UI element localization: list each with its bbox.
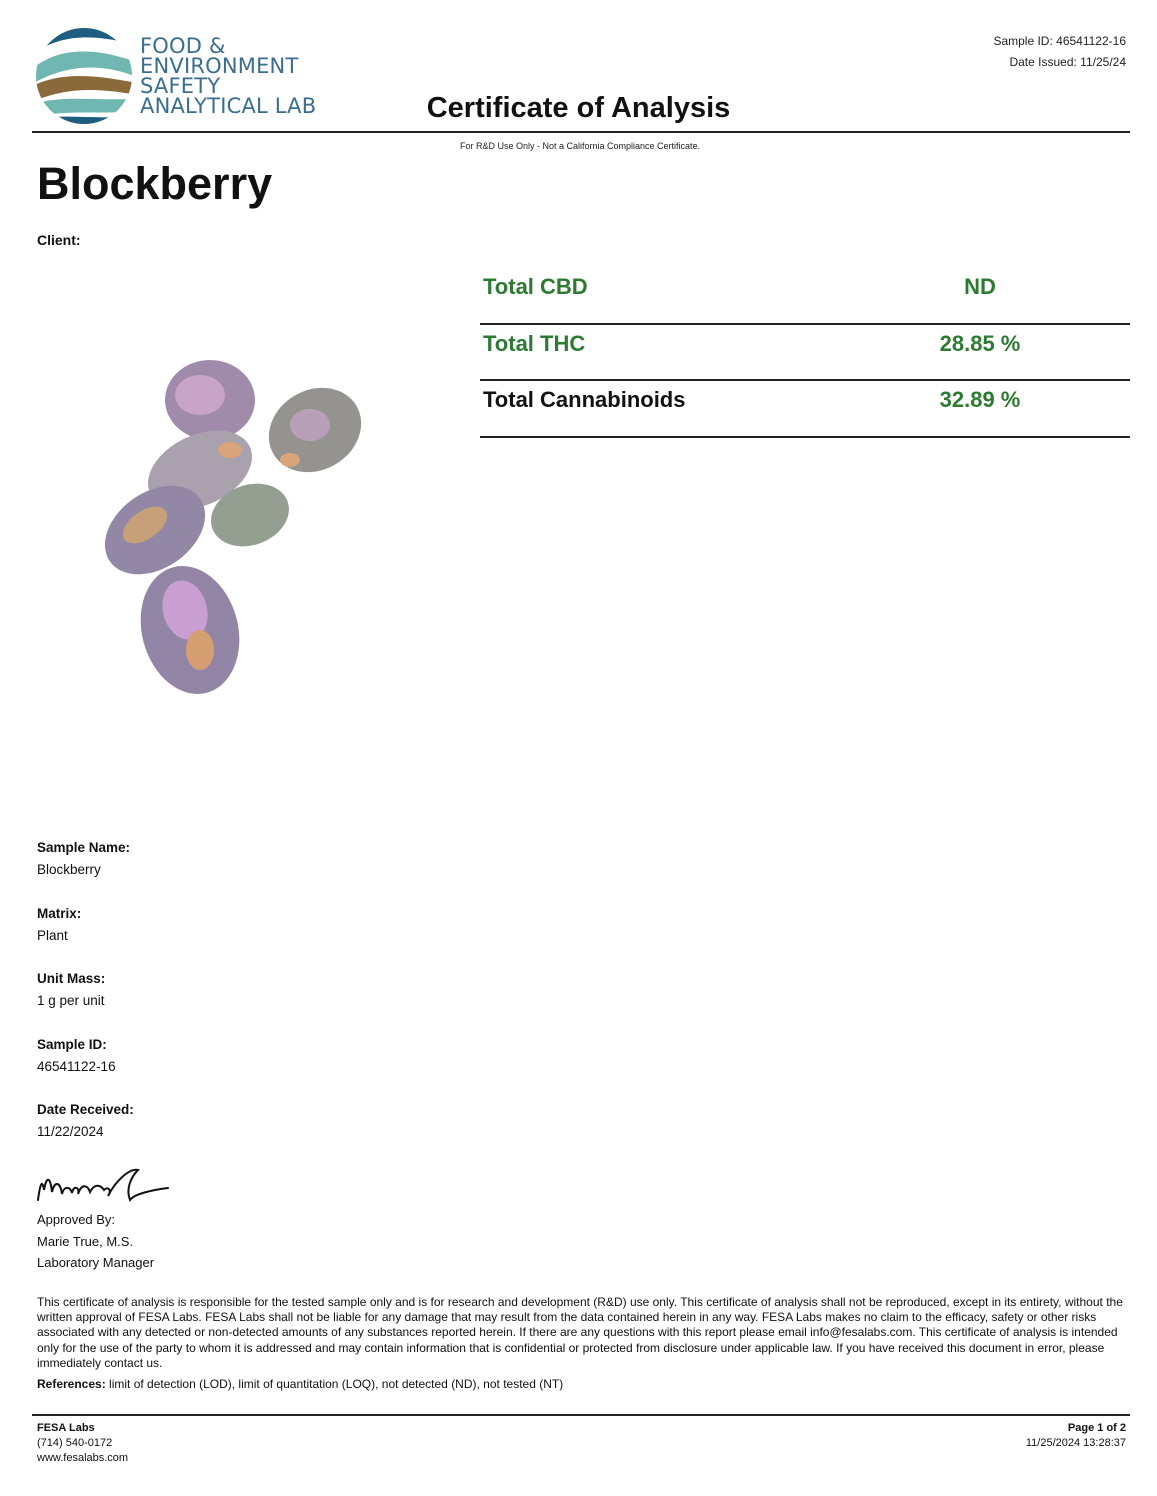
document-title: Certificate of Analysis [426,92,731,124]
signature [34,1160,174,1210]
references-label: References: [37,1377,106,1391]
totals-label: Total THC [483,330,586,356]
header-sample-id: Sample ID: 46541122-16 [993,34,1126,48]
info-label: Sample ID: [37,1036,107,1052]
info-item [37,906,134,972]
approval-block [37,1209,154,1274]
logo-line: SAFETY [140,74,221,98]
totals-value: 32.89 % [939,387,1021,412]
info-value: Blockberry [37,862,101,877]
client-label: Client: [37,232,81,248]
info-value: 11/22/2024 [37,1124,104,1139]
info-item [37,1102,134,1168]
info-value: 1 g per unit [37,993,105,1008]
flower-illustration [60,340,400,720]
totals-row [480,268,1130,325]
header-meta [993,31,1126,73]
footer-phone: (714) 540-0172 [37,1437,113,1449]
totals-table [480,268,1130,438]
info-value: 46541122-16 [37,1058,116,1074]
logo-line: ENVIRONMENT [140,54,299,78]
approver-name: Marie True, M.S. [37,1233,134,1249]
footer-company: FESA Labs [37,1422,95,1434]
info-label: Date Received: [37,1102,134,1117]
footer-divider [32,1414,1130,1416]
info-item [37,840,134,906]
footer-website: www.fesalabs.com [37,1452,129,1464]
logo-line: FOOD & [140,34,226,58]
totals-row [480,381,1130,438]
header-date-issued: Date Issued: 11/25/24 [1009,55,1126,69]
info-label: Sample Name: [37,840,131,855]
header-divider [32,131,1130,133]
info-item [37,971,134,1037]
info-label: Unit Mass: [37,971,106,986]
totals-label: Total CBD [483,274,588,299]
cannabis-flower-photo [60,340,400,720]
totals-value: 28.85 % [939,330,1021,356]
page-number: Page 1 of 2 [1067,1422,1126,1434]
disclaimer-text: This certificate of analysis is responsible for the tested sample only and is for research and development (R&D) use only. This certificate of analysis shall not be reproduced, except in its entirety, without the written approval of FESA Labs. FESA Labs shall not be liable for any damage that may result from the data contained herein in any way. FESA Labs makes no claim to the efficacy, safety or other risks associated with any detected or non-detected amounts of any substances reported herein. If there are any questions with this report please email info@fesalabs.com. This certificate of analysis is intended only for the use of the party to whom it is addressed and may contain information that is confidential or protected from disclosure under applicable law. If you have received this document in error, please immediately contact us. [37,1295,1123,1370]
references-text: limit of detection (LOD), limit of quantitation (LOQ), not detected (ND), not tested (NT) [105,1377,564,1391]
references [37,1377,563,1391]
footer-contact [37,1421,128,1466]
sample-info [37,840,134,1168]
totals-row [480,325,1130,382]
totals-label: Total Cannabinoids [483,387,686,412]
info-label: Matrix: [37,905,82,921]
logo-line: ANALYTICAL LAB [140,94,317,118]
approver-role: Laboratory Manager [37,1255,155,1270]
compliance-note: For R&D Use Only - Not a California Compliance Certificate. [459,141,701,151]
approved-by-label: Approved By: [37,1212,116,1227]
product-name: Blockberry [37,158,273,209]
signature-mark [34,1160,174,1210]
info-value: Plant [37,927,68,943]
footer-page-info [1026,1421,1126,1451]
info-item [37,1037,134,1103]
totals-value: ND [964,274,996,299]
footer-timestamp: 11/25/2024 13:28:37 [1025,1437,1126,1449]
